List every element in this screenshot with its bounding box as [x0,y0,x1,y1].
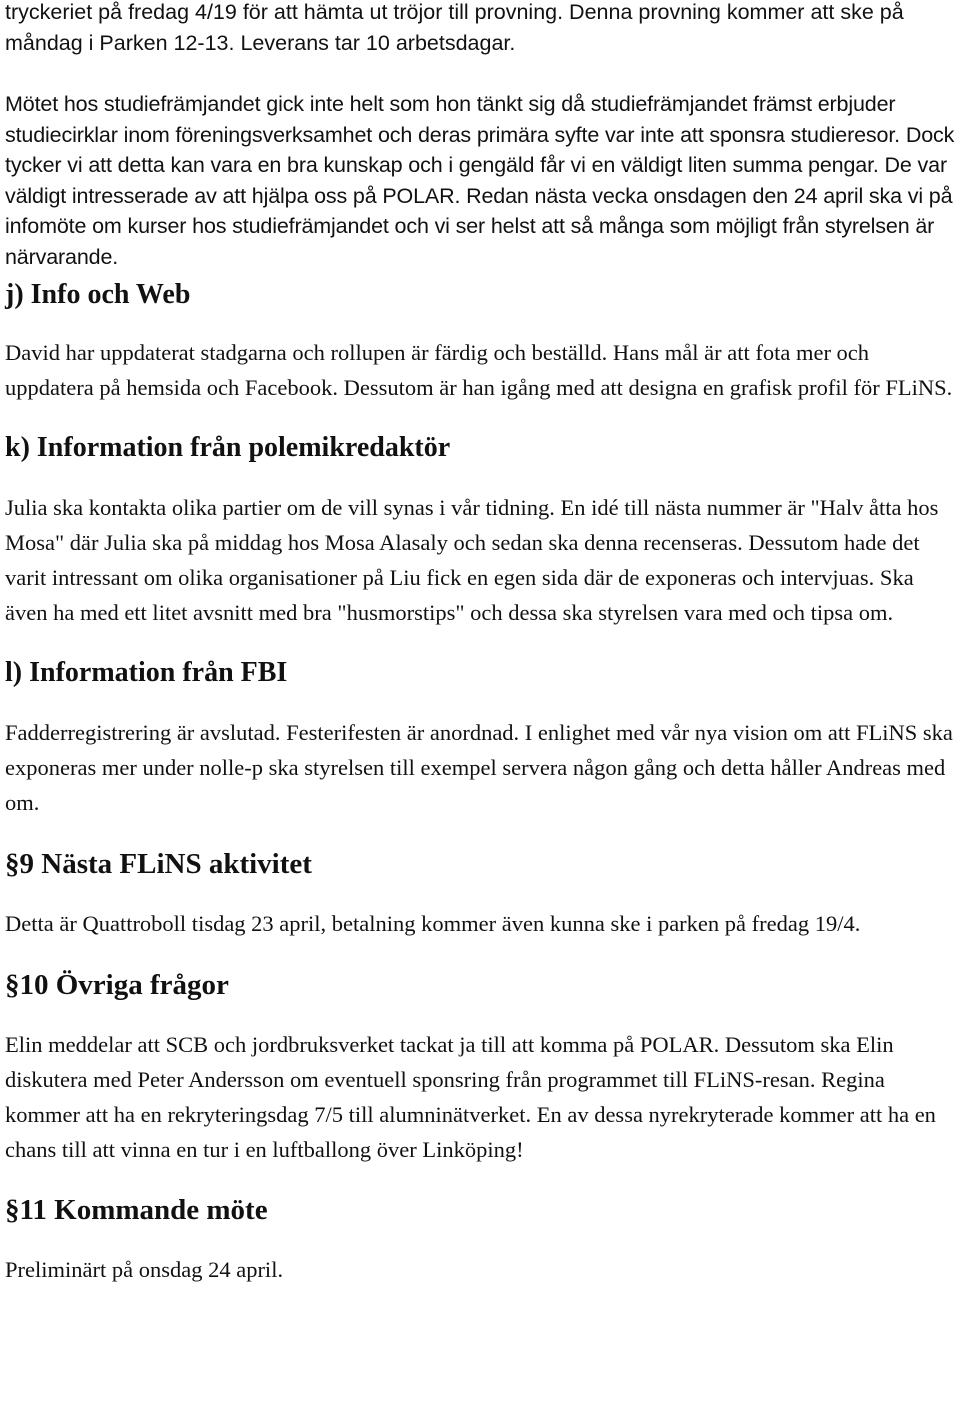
heading-section-11: §11 Kommande möte [5,1194,268,1226]
paragraph-k: Julia ska kontakta olika partier om de vill synas i vår tidning. En idé till nästa nummer är "Halv åtta hos Mosa" där Julia ska på middag hos Mosa Alasaly och sedan ska denna recenseras. Dessutom hade det varit intressant om olika organisationer på Liu fick en egen sida där de exponeras och intervjuas. Ska även ha med ett litet avsnitt med bra "husmorstips" och dessa ska styrelsen vara med och tipsa om. [5,495,939,625]
paragraph-intro: tryckeriet på fredag 4/19 för att hämta ut tröjor till provning. Denna provning kommer att ske på måndag i Parken 12-13. Leverans tar 10 arbetsdagar. [5,0,904,55]
heading-j-info-och-web: j) Info och Web [5,279,191,310]
paragraph-section-9: Detta är Quattroboll tisdag 23 april, betalning kommer även kunna ske i parken på fredag 19/4. [5,911,861,936]
heading-section-9: §9 Nästa FLiNS aktivitet [5,848,312,880]
paragraph-section-11: Preliminärt på onsdag 24 april. [5,1257,284,1282]
heading-l-fbi: l) Information från FBI [5,657,288,688]
heading-k-polemikredaktor: k) Information från polemikredaktör [5,432,451,463]
paragraph-studiefrämjandet-part-2: Dock tycker vi att detta kan vara en bra kunskap och i gengäld får vi en väldigt liten summa pengar. De var väldigt intresserade av att hjälpa oss på POLAR. Redan nästa vecka onsdagen den 24 april ska vi på infomöte om kurser hos studiefrämjandet och vi ser helst att så många som möjligt från styrelsen är närvarande. [5,122,955,269]
paragraph-studiefrämjandet [5,89,957,272]
document-page [5,0,957,1287]
paragraph-section-10: Elin meddelar att SCB och jordbruksverket tackat ja till att komma på POLAR. Dessutom ska Elin diskutera med Peter Andersson om eventuell sponsring från programmet till FLiNS-resan. Regina kommer att ha en rekryteringsdag 7/5 till alumninätverket. En av dessa nyrekryterade kommer att ha en chans till att vinna en tur i en luftballong över Linköping! [5,1032,936,1162]
paragraph-studiefrämjandet-part-1: Mötet hos studiefrämjandet gick inte helt som hon tänkt sig då studiefrämjandet främst erbjuder studiecirklar inom föreningsverksamhet och deras primära syfte var inte att sponsra studieresor. [5,92,900,147]
paragraph-j: David har uppdaterat stadgarna och rollupen är färdig och beställd. Hans mål är att fota mer och uppdatera på hemsida och Facebook. Dessutom är han igång med att designa en grafisk profil för FLiNS. [5,340,953,400]
paragraph-l: Fadderregistrering är avslutad. Festerifesten är anordnad. I enlighet med vår nya vision om att FLiNS ska exponeras mer under nolle-p ska styrelsen till exempel servera någon gång och detta håller Andreas med om. [5,720,953,815]
heading-section-10: §10 Övriga frågor [5,969,229,1001]
